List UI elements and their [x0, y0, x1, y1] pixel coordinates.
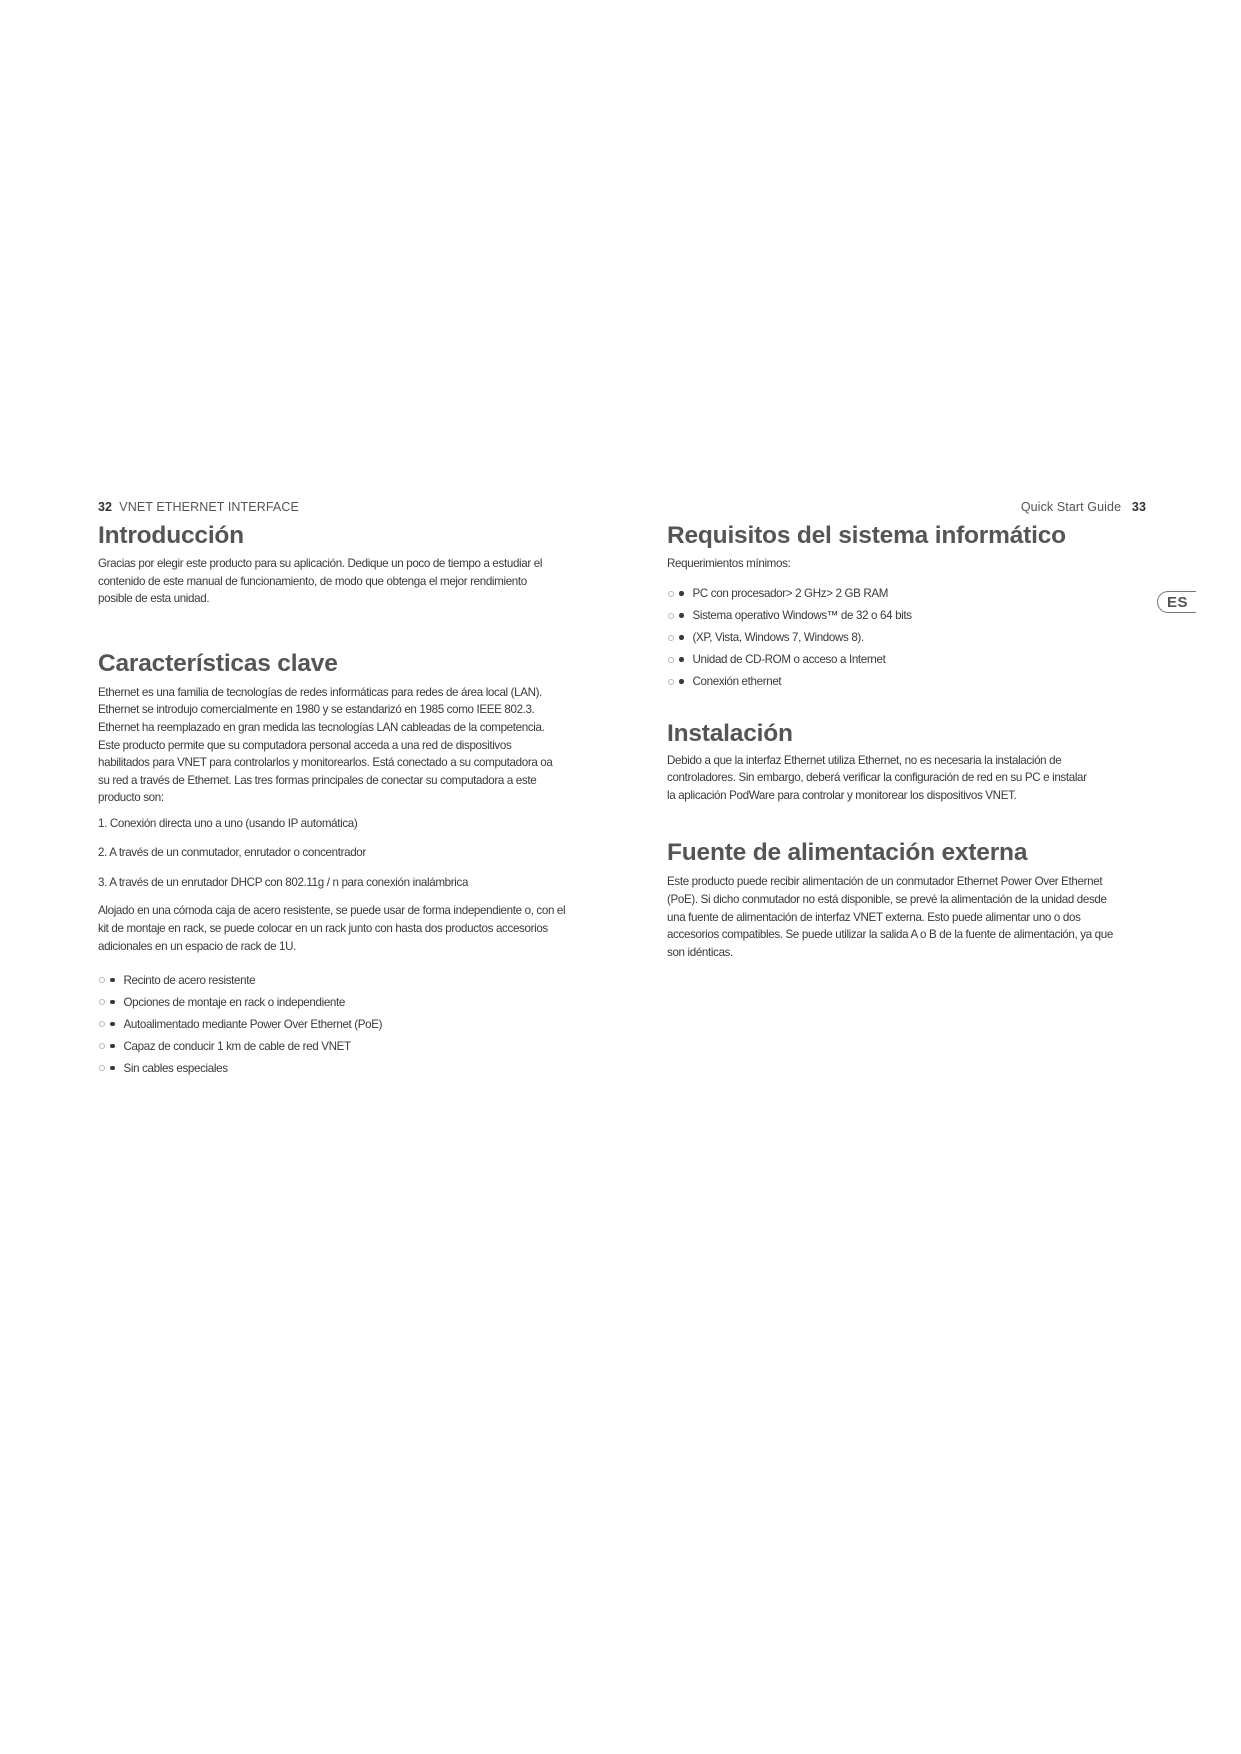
bullet-ring-icon — [668, 657, 674, 663]
connection-methods-list — [98, 815, 568, 904]
bullet-ring-icon — [99, 999, 105, 1005]
list-item: Opciones de montaje en rack o independiente — [98, 991, 568, 1013]
bullet-ring-icon — [99, 1021, 105, 1027]
right-page-number: 33 — [1131, 500, 1146, 514]
features-body: Ethernet es una familia de tecnologías de redes informáticas para redes de área local (LAN). Ethernet se introdujo comercialmente en 1980 y se estandarizó en 1985 como IEEE 802.3. Ethernet ha reemplazado en gran medida las tecnologías LAN cableadas de la competencia. Este producto permite que su computadora personal acceda a una red de dispositivos habilitados para VNET para controlarlos y monitorearlos. Está conectado a su computadora oa su red a través de Ethernet. Las tres formas principales de conectar su computadora a este producto son: — [98, 685, 553, 805]
bullet-dot-icon — [679, 657, 684, 662]
right-page — [667, 500, 1147, 961]
requirements-bullet-list — [667, 583, 1147, 693]
bullet-ring-icon — [668, 591, 674, 597]
bullet-ring-icon — [99, 1043, 105, 1049]
list-item: Conexión ethernet — [667, 671, 1147, 693]
power-heading: Fuente de alimentación externa — [667, 839, 1028, 867]
list-item: Sistema operativo Windows™ de 32 o 64 bits — [667, 605, 1147, 627]
left-page-header — [98, 500, 568, 518]
list-item: Sin cables especiales — [98, 1057, 568, 1079]
features-heading: Características clave — [98, 649, 338, 677]
left-running-title: VNET ETHERNET INTERFACE — [119, 500, 299, 514]
bullet-dot-icon — [679, 635, 684, 640]
features-bullet-list — [98, 969, 568, 1079]
bullet-ring-icon — [99, 977, 105, 983]
bullet-ring-icon — [668, 635, 674, 641]
bullet-dot-icon — [110, 1000, 115, 1005]
intro-body: Gracias por elegir este producto para su aplicación. Dedique un poco de tiempo a estudiar el contenido de este manual de funcionamiento, de modo que obtenga el mejor rendimiento posible de esta unidad. — [98, 557, 543, 606]
bullet-ring-icon — [668, 613, 674, 619]
right-running-title: Quick Start Guide — [1020, 500, 1122, 514]
requirements-heading: Requisitos del sistema informático — [667, 522, 1066, 549]
bullet-dot-icon — [110, 1066, 115, 1071]
bullet-dot-icon — [679, 679, 684, 684]
numbered-item: 1. Conexión directa uno a uno (usando IP automática) — [98, 816, 358, 830]
requirements-subtitle: Requerimientos mínimos: — [667, 557, 791, 570]
bullet-dot-icon — [110, 1022, 115, 1027]
list-item: Recinto de acero resistente — [98, 969, 568, 991]
list-item: Autoalimentado mediante Power Over Ethernet (PoE) — [98, 1013, 568, 1035]
bullet-dot-icon — [110, 1044, 115, 1049]
bullet-ring-icon — [668, 679, 674, 685]
list-item: (XP, Vista, Windows 7, Windows 8). — [667, 627, 1147, 649]
left-page — [98, 500, 568, 1079]
features-body-2: Alojado en una cómoda caja de acero resistente, se puede usar de forma independiente o, con el kit de montaje en rack, se puede colocar en un rack junto con hasta dos productos accesorios adicionales en un espacio de rack de 1U. — [98, 904, 566, 953]
bullet-ring-icon — [99, 1065, 105, 1071]
bullet-dot-icon — [110, 978, 115, 983]
left-page-number: 32 — [98, 500, 113, 514]
list-item: Capaz de conducir 1 km de cable de red VNET — [98, 1035, 568, 1057]
bullet-dot-icon — [679, 613, 684, 618]
list-item: PC con procesador> 2 GHz> 2 GB RAM — [667, 583, 1147, 605]
right-page-header — [666, 500, 1146, 518]
installation-heading: Instalación — [667, 719, 793, 747]
installation-body: Debido a que la interfaz Ethernet utiliza Ethernet, no es necesaria la instalación de controladores. Sin embargo, deberá verificar la configuración de red en su PC e instalar la aplicación PodWare para controlar y monitorear los dispositivos VNET. — [667, 753, 1087, 802]
language-tab-es: ES — [1157, 591, 1196, 613]
intro-heading: Introducción — [98, 522, 244, 549]
power-body: Este producto puede recibir alimentación de un conmutador Ethernet Power Over Ethernet (PoE). Si dicho conmutador no está disponible, se prevé la alimentación de la unidad desde una fuente de alimentación de interfaz VNET externa. Esto puede alimentar uno o dos accesorios compatibles. Se puede utilizar la salida A o B de la fuente de alimentación, ya que son idénticas. — [667, 875, 1113, 959]
numbered-item: 2. A través de un conmutador, enrutador o concentrador — [98, 846, 366, 860]
list-item: Unidad de CD-ROM o acceso a Internet — [667, 649, 1147, 671]
bullet-dot-icon — [679, 591, 684, 596]
numbered-item: 3. A través de un enrutador DHCP con 802.11g / n para conexión inalámbrica — [98, 875, 469, 889]
